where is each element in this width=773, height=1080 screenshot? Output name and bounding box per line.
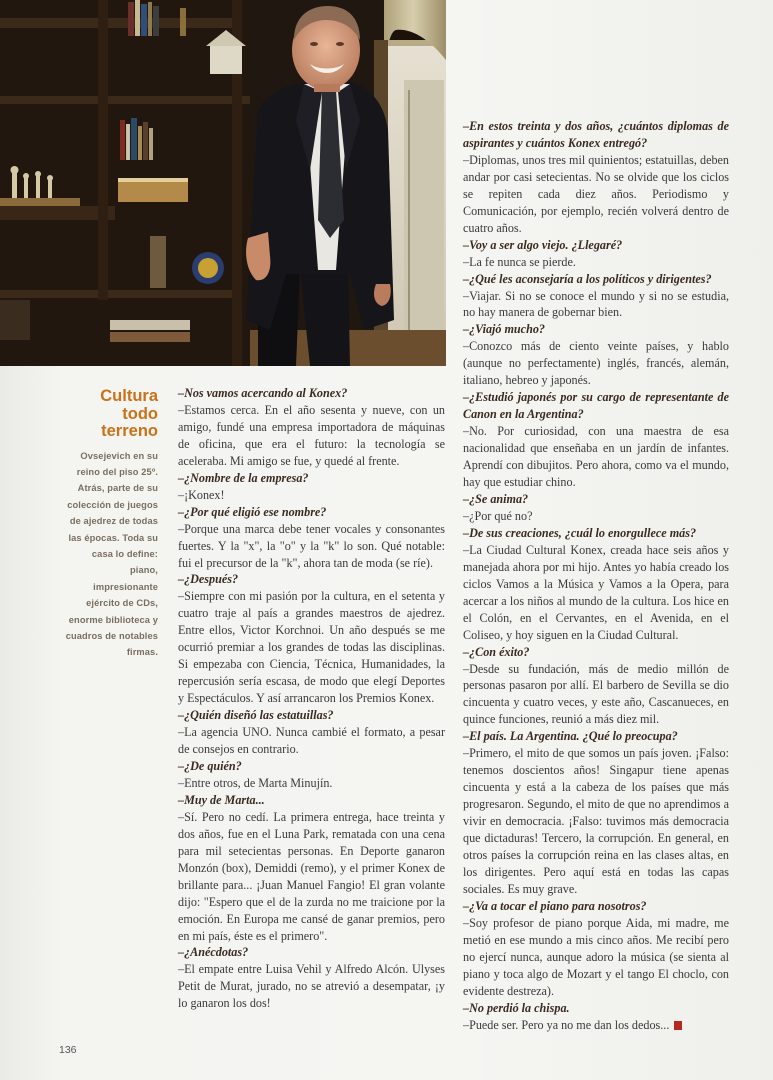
final-answer [463, 1017, 729, 1034]
question: –Nos vamos acercando al Konex? [178, 386, 348, 400]
end-of-article-mark [674, 1021, 682, 1030]
answer: –Estamos cerca. En el año sesenta y nueve, con un amigo, fundé una empresa importadora de máquinas de oficina, que era el futuro: la tecnología se aceleraba. Mi amigo se fue, y quedé al frente. [178, 402, 445, 468]
caption-line: las épocas. Toda su [68, 532, 158, 543]
question: –El país. La Argentina. ¿Qué lo preocupa? [463, 729, 678, 744]
caption-line: piano, [130, 565, 158, 576]
answer: –Conozco más de ciento veinte países, y hablo (aunque no perfectamente) inglés, francés, alemán, italiano, hebreo y japonés. [463, 339, 729, 388]
answer: –Desde su fundación, más de medio millón de personas pasaron por allí. El barbero de Sevilla se dio cincuenta y cuatro veces, y este año, Cascanueces, en quince funciones, reunió a más diez mil. [463, 661, 729, 727]
answer: –Siempre con mi pasión por la cultura, en el setenta y cuatro traje al país a grandes maestros de ajedrez. Entre ellos, Victor Korchnoi. Un año después se me ocurrió premiar a los grandes de todas las disciplinas. Si empezaba con Ciencia, Técnica, Humanidades, la repercusión sería escasa, de modo que elegí Deportes y Espectáculos. Y así arrancaron los Premios Konex. [178, 589, 445, 706]
answer: –La fe nunca se pierde. [463, 254, 576, 269]
question: –¿Nombre de la empresa? [178, 470, 309, 485]
question: –¿Anécdotas? [178, 945, 249, 960]
question: –No perdió la chispa. [463, 1000, 570, 1015]
answer: –Viajar. Si no se conoce el mundo y si no se estudia, no hay manera de gobernar bien. [463, 288, 729, 320]
question: –De sus creaciones, ¿cuál lo enorgullece más? [463, 525, 697, 540]
answer: –Entre otros, de Marta Minujín. [178, 775, 333, 790]
question: –¿Va a tocar el piano para nosotros? [463, 898, 647, 913]
caption-title-line: todo [122, 404, 158, 423]
question: –En estos treinta y dos años, ¿cuántos diplomas de aspirantes y cuántos Konex entregó? [463, 119, 729, 150]
answer: –La Ciudad Cultural Konex, creada hace seis años y manejada ahora por mi hijo. Antes yo había creado los ciclos Vamos a la Música y Vamos a la Opera, para acercar a los niños al mundo de la cultura. Los hice en el Colón, en el Cervantes, en el Avenida, en el Coliseo, y hoy siguen en la Ciudad Cultural. [463, 542, 729, 642]
question: –¿Después? [178, 572, 239, 587]
caption-line: colección de juegos [67, 499, 158, 510]
question: –¿Por qué eligió ese nombre? [178, 504, 327, 519]
caption-line: ejército de CDs, [86, 598, 158, 609]
caption-line: de ajedrez de todas [69, 516, 158, 527]
answer: –¿Por qué no? [463, 508, 533, 523]
question: –¿Se anima? [463, 491, 529, 506]
interview-photo [0, 0, 446, 366]
caption-line: Atrás, parte de su [77, 483, 158, 494]
answer: –El empate entre Luisa Vehil y Alfredo Alcón. Ulyses Petit de Murat, jurado, no se atrevió a desempatar, ¡y lo ganaron los dos! [178, 962, 445, 1011]
answer: –Diplomas, unos tres mil quinientos; estatuillas, deben andar por casi setecientas. No se olvide que los ciclos se repiten cada diez años. Periodismo y Comunicación, por ejemplo, recién volverá dentro de cuatro años. [463, 152, 729, 235]
question: –¿Estudió japonés por su cargo de representante de Canon en la Argentina? [463, 390, 729, 422]
caption-line: firmas. [126, 647, 158, 658]
caption-line: cuadros de notables [65, 630, 158, 641]
question: –¿Quién diseñó las estatuillas? [178, 708, 334, 723]
caption-line: casa lo define: [91, 548, 158, 559]
caption-line: enorme biblioteca y [68, 614, 158, 625]
caption-line: Ovsejevich en su [80, 450, 158, 461]
caption-line: reino del piso 25º. [76, 466, 158, 477]
answer: –Soy profesor de piano porque Aida, mi madre, me metió en ese mundo a mis cinco años. Me recibí pero no ejercí nunca, aunque adoro la música (se sienta al piano y toca algo de Mozart y el tango El choclo, con evidente destreza). [463, 915, 729, 998]
answer: –Sí. Pero no cedí. La primera entrega, hace treinta y dos años, fue en el Luna Park, rematada con una cena para mil setecientas personas. En Deporte ganaron Monzón (box), Demiddi (remo), y el primer Konex de brillante para... ¡Juan Manuel Fangio! El gran volante dijo: "Espero que el de la zurda no me traicione por la emoción. En Europa me cansé de ganar premios, pero en mi país, éste es el primero". [178, 809, 445, 943]
caption-title-line: terreno [101, 422, 158, 440]
question: –Voy a ser algo viejo. ¿Llegaré? [463, 237, 623, 252]
answer: –No. Por curiosidad, con una maestra de esa nacionalidad que enseñaba en un jardín de infantes. Aprendí con dibujitos. Pero ahora, como va el mundo, hay que estudiar chino. [463, 424, 729, 490]
answer: –Porque una marca debe tener vocales y consonantes fuertes. Y la "x", la "o" y la "k" lo son. Qué notable: fui el precursor de la "k", ahora tan de moda (se ríe). [178, 521, 445, 570]
question: –¿Qué les aconsejaría a los políticos y dirigentes? [463, 271, 712, 286]
answer: –La agencia UNO. Nunca cambié el formato, a pesar de consejos en contrario. [178, 725, 445, 757]
caption-title-line: Cultura [100, 387, 158, 405]
interview-column-left [178, 385, 445, 1012]
caption-line: impresionante [93, 581, 158, 592]
answer: –Primero, el mito de que somos un país joven. ¡Falso: tenemos doscientos años! Singapur tiene apenas cincuenta y está a la cabeza de los países que más progresaron. Segundo, el mito de que no aprendimos a vivir en democracia. ¡Falso: tuvimos más democracia que dictaduras! Tercero, la corrupción. En general, en otros países la corrupción reina en las clases altas, en los dirigentes. Pero aquí está en todas las capas sociales. Es muy grave. [463, 746, 729, 896]
question: –¿De quién? [178, 758, 242, 773]
page-number: 136 [59, 1044, 77, 1056]
caption-text [54, 448, 158, 661]
answer: –¡Konex! [178, 487, 225, 502]
photo-caption-box [54, 388, 158, 661]
question: –Muy de Marta... [178, 792, 265, 807]
question: –¿Con éxito? [463, 644, 530, 659]
caption-title [54, 388, 158, 441]
final-answer-text: –Puede ser. Pero ya no me dan los dedos... [463, 1017, 670, 1032]
question: –¿Viajó mucho? [463, 322, 545, 337]
interview-column-right [463, 118, 729, 1033]
